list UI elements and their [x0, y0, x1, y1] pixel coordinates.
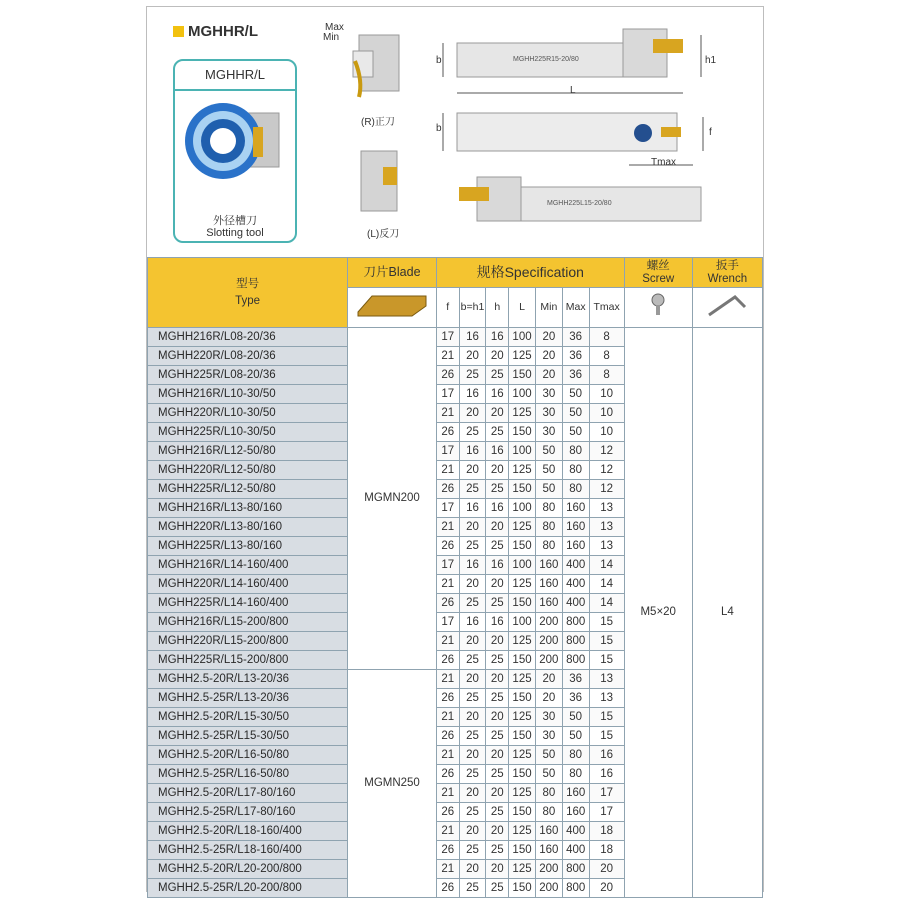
value-cell: 25: [459, 537, 486, 556]
value-cell: 21: [436, 518, 459, 537]
value-cell: 20: [459, 347, 486, 366]
value-cell: 26: [436, 879, 459, 898]
spec-header: 规格Specification: [436, 258, 624, 288]
value-cell: 13: [589, 499, 624, 518]
value-cell: 21: [436, 860, 459, 879]
right-tool-icon: [351, 31, 411, 101]
value-cell: 160: [562, 784, 589, 803]
value-cell: 100: [509, 328, 536, 347]
value-cell: 25: [459, 689, 486, 708]
dim-b-top: b: [436, 55, 442, 66]
value-cell: 25: [459, 423, 486, 442]
spec-table: [147, 257, 763, 898]
screw-icon: [648, 293, 668, 317]
holder-top-view: [433, 107, 733, 171]
type-cell: MGHH225R/L15-200/800: [148, 651, 348, 670]
value-cell: 20: [486, 575, 509, 594]
type-cell: MGHH2.5-25R/L20-200/800: [148, 879, 348, 898]
value-cell: 15: [589, 708, 624, 727]
value-cell: 18: [589, 822, 624, 841]
value-cell: 100: [509, 556, 536, 575]
value-cell: 17: [436, 385, 459, 404]
value-cell: 18: [589, 841, 624, 860]
type-cell: MGHH2.5-20R/L17-80/160: [148, 784, 348, 803]
wrench-icon: [705, 293, 749, 317]
value-cell: 26: [436, 366, 459, 385]
value-cell: 160: [535, 575, 562, 594]
value-cell: 20: [486, 461, 509, 480]
value-cell: 16: [589, 765, 624, 784]
value-cell: 150: [509, 841, 536, 860]
type-cell: MGHH2.5-20R/L16-50/80: [148, 746, 348, 765]
value-cell: 26: [436, 803, 459, 822]
value-cell: 125: [509, 670, 536, 689]
type-cell: MGHH225R/L12-50/80: [148, 480, 348, 499]
value-cell: 20: [535, 328, 562, 347]
value-cell: 25: [486, 651, 509, 670]
value-cell: 150: [509, 727, 536, 746]
type-cell: MGHH2.5-25R/L18-160/400: [148, 841, 348, 860]
type-cell: MGHH216R/L15-200/800: [148, 613, 348, 632]
spec-body: [148, 328, 763, 898]
value-cell: 30: [535, 727, 562, 746]
value-cell: 8: [589, 347, 624, 366]
value-cell: 150: [509, 594, 536, 613]
right-tool-label: (R)正刀: [361, 117, 395, 128]
value-cell: 20: [459, 746, 486, 765]
value-cell: 80: [562, 746, 589, 765]
dim-L: L: [570, 85, 576, 96]
value-cell: 200: [535, 632, 562, 651]
value-cell: 20: [486, 347, 509, 366]
value-cell: 160: [562, 803, 589, 822]
type-cell: MGHH225R/L10-30/50: [148, 423, 348, 442]
type-cell: MGHH216R/L14-160/400: [148, 556, 348, 575]
value-cell: 50: [562, 385, 589, 404]
wrench-image: [692, 288, 762, 328]
col-h: h: [486, 288, 509, 328]
value-cell: 150: [509, 366, 536, 385]
slotting-card-caption: [175, 215, 295, 239]
value-cell: 100: [509, 442, 536, 461]
value-cell: 12: [589, 442, 624, 461]
value-cell: 21: [436, 461, 459, 480]
dim-tmax: Tmax: [651, 157, 676, 168]
value-cell: 14: [589, 556, 624, 575]
value-cell: 20: [486, 784, 509, 803]
value-cell: 20: [459, 518, 486, 537]
value-cell: 25: [486, 480, 509, 499]
min-label: Min: [323, 32, 340, 43]
value-cell: 20: [459, 404, 486, 423]
value-cell: 200: [535, 651, 562, 670]
value-cell: 21: [436, 632, 459, 651]
value-cell: 20: [459, 670, 486, 689]
type-cell: MGHH220R/L08-20/36: [148, 347, 348, 366]
value-cell: 25: [459, 480, 486, 499]
value-cell: 17: [436, 556, 459, 575]
dim-b-mid: b: [436, 123, 442, 134]
value-cell: 50: [562, 708, 589, 727]
value-cell: 26: [436, 537, 459, 556]
value-cell: 25: [486, 594, 509, 613]
value-cell: 16: [486, 499, 509, 518]
value-cell: 100: [509, 385, 536, 404]
value-cell: 80: [562, 480, 589, 499]
value-cell: 200: [535, 860, 562, 879]
value-cell: 8: [589, 366, 624, 385]
value-cell: 13: [589, 689, 624, 708]
value-cell: 20: [486, 404, 509, 423]
value-cell: 20: [459, 860, 486, 879]
value-cell: 21: [436, 575, 459, 594]
value-cell: 200: [535, 879, 562, 898]
value-cell: 12: [589, 461, 624, 480]
value-cell: 20: [459, 784, 486, 803]
value-cell: 15: [589, 651, 624, 670]
value-cell: 26: [436, 423, 459, 442]
type-cell: MGHH2.5-25R/L17-80/160: [148, 803, 348, 822]
value-cell: 10: [589, 404, 624, 423]
value-cell: 50: [535, 442, 562, 461]
value-cell: 125: [509, 347, 536, 366]
holder-text-bottom: MGHH225L15-20/80: [547, 200, 612, 207]
col-min: Min: [535, 288, 562, 328]
dim-f: f: [709, 127, 712, 138]
value-cell: 25: [486, 537, 509, 556]
value-cell: 80: [562, 461, 589, 480]
value-cell: 400: [562, 841, 589, 860]
type-cell: MGHH216R/L10-30/50: [148, 385, 348, 404]
spec-sheet: [146, 6, 764, 892]
value-cell: 16: [486, 613, 509, 632]
value-cell: 25: [459, 651, 486, 670]
screw-header-cn: 螺丝: [646, 259, 670, 272]
value-cell: 20: [459, 575, 486, 594]
value-cell: 800: [562, 632, 589, 651]
type-cell: MGHH2.5-20R/L18-160/400: [148, 822, 348, 841]
value-cell: 21: [436, 746, 459, 765]
value-cell: 20: [486, 746, 509, 765]
value-cell: 16: [589, 746, 624, 765]
value-cell: 125: [509, 632, 536, 651]
type-header: [148, 258, 348, 328]
type-cell: MGHH225R/L14-160/400: [148, 594, 348, 613]
value-cell: 20: [486, 518, 509, 537]
value-cell: 26: [436, 480, 459, 499]
value-cell: 125: [509, 575, 536, 594]
value-cell: 26: [436, 841, 459, 860]
value-cell: 25: [486, 879, 509, 898]
blade-cell: MGMN200: [348, 328, 437, 670]
value-cell: 125: [509, 461, 536, 480]
value-cell: 125: [509, 860, 536, 879]
value-cell: 400: [562, 594, 589, 613]
value-cell: 21: [436, 708, 459, 727]
value-cell: 20: [535, 670, 562, 689]
value-cell: 100: [509, 499, 536, 518]
value-cell: 26: [436, 765, 459, 784]
value-cell: 20: [459, 708, 486, 727]
value-cell: 125: [509, 746, 536, 765]
value-cell: 30: [535, 423, 562, 442]
value-cell: 16: [459, 442, 486, 461]
value-cell: 16: [459, 556, 486, 575]
value-cell: 20: [459, 461, 486, 480]
left-tool-icon: [353, 147, 413, 217]
slotting-tool-card: [173, 59, 297, 243]
value-cell: 125: [509, 708, 536, 727]
col-f: f: [436, 288, 459, 328]
value-cell: 26: [436, 689, 459, 708]
value-cell: 400: [562, 575, 589, 594]
value-cell: 400: [562, 556, 589, 575]
value-cell: 400: [562, 822, 589, 841]
value-cell: 150: [509, 480, 536, 499]
type-cell: MGHH220R/L13-80/160: [148, 518, 348, 537]
type-cell: MGHH216R/L13-80/160: [148, 499, 348, 518]
type-cell: MGHH220R/L15-200/800: [148, 632, 348, 651]
value-cell: 160: [562, 537, 589, 556]
tool-diagram: [147, 7, 763, 257]
value-cell: 16: [459, 613, 486, 632]
value-cell: 26: [436, 594, 459, 613]
value-cell: 160: [535, 556, 562, 575]
value-cell: 20: [486, 632, 509, 651]
screw-header: [624, 258, 692, 288]
value-cell: 16: [459, 328, 486, 347]
title-marker-icon: [173, 26, 184, 37]
type-header-cn: 型号: [236, 277, 260, 290]
value-cell: 160: [562, 518, 589, 537]
wrench-header: [692, 258, 762, 288]
type-cell: MGHH220R/L12-50/80: [148, 461, 348, 480]
value-cell: 150: [509, 803, 536, 822]
value-cell: 20: [535, 366, 562, 385]
value-cell: 25: [459, 594, 486, 613]
value-cell: 12: [589, 480, 624, 499]
col-max: Max: [562, 288, 589, 328]
value-cell: 17: [436, 328, 459, 347]
type-header-en: Type: [235, 294, 261, 307]
value-cell: 80: [562, 765, 589, 784]
caption-en: Slotting tool: [206, 227, 264, 239]
value-cell: 17: [589, 784, 624, 803]
value-cell: 13: [589, 537, 624, 556]
value-cell: 21: [436, 670, 459, 689]
value-cell: 125: [509, 784, 536, 803]
blade-icon: [352, 290, 432, 320]
value-cell: 160: [562, 499, 589, 518]
value-cell: 26: [436, 727, 459, 746]
value-cell: 25: [459, 841, 486, 860]
value-cell: 20: [486, 860, 509, 879]
value-cell: 160: [535, 594, 562, 613]
type-cell: MGHH220R/L10-30/50: [148, 404, 348, 423]
value-cell: 25: [459, 366, 486, 385]
value-cell: 21: [436, 347, 459, 366]
value-cell: 150: [509, 765, 536, 784]
value-cell: 10: [589, 423, 624, 442]
type-cell: MGHH2.5-20R/L13-20/36: [148, 670, 348, 689]
blade-header: 刀片Blade: [348, 258, 437, 288]
value-cell: 20: [459, 822, 486, 841]
value-cell: 8: [589, 328, 624, 347]
sheet-title: [173, 23, 258, 40]
value-cell: 50: [562, 423, 589, 442]
value-cell: 16: [459, 499, 486, 518]
value-cell: 36: [562, 328, 589, 347]
value-cell: 50: [562, 404, 589, 423]
value-cell: 15: [589, 613, 624, 632]
left-tool-label: (L)反刀: [367, 229, 400, 240]
type-cell: MGHH2.5-25R/L16-50/80: [148, 765, 348, 784]
value-cell: 100: [509, 613, 536, 632]
value-cell: 16: [459, 385, 486, 404]
blade-image: [348, 288, 437, 328]
col-b-h1: b=h1: [459, 288, 486, 328]
value-cell: 36: [562, 670, 589, 689]
value-cell: 21: [436, 784, 459, 803]
value-cell: 150: [509, 423, 536, 442]
wrench-header-cn: 扳手: [715, 259, 739, 272]
value-cell: 25: [459, 727, 486, 746]
type-cell: MGHH216R/L08-20/36: [148, 328, 348, 347]
value-cell: 20: [486, 670, 509, 689]
screw-cell: M5×20: [624, 328, 692, 898]
slotting-card-title: MGHHR/L: [175, 61, 295, 91]
value-cell: 125: [509, 822, 536, 841]
type-cell: MGHH225R/L13-80/160: [148, 537, 348, 556]
value-cell: 25: [486, 841, 509, 860]
value-cell: 16: [486, 328, 509, 347]
value-cell: 16: [486, 385, 509, 404]
value-cell: 150: [509, 651, 536, 670]
value-cell: 150: [509, 879, 536, 898]
value-cell: 25: [486, 803, 509, 822]
value-cell: 20: [459, 632, 486, 651]
value-cell: 20: [589, 879, 624, 898]
value-cell: 50: [535, 746, 562, 765]
holder-left-view: [451, 173, 711, 243]
wrench-header-en: Wrench: [707, 272, 748, 285]
value-cell: 800: [562, 860, 589, 879]
value-cell: 160: [535, 841, 562, 860]
value-cell: 25: [486, 366, 509, 385]
value-cell: 20: [486, 708, 509, 727]
value-cell: 25: [486, 689, 509, 708]
value-cell: 800: [562, 879, 589, 898]
value-cell: 15: [589, 632, 624, 651]
value-cell: 14: [589, 594, 624, 613]
value-cell: 20: [589, 860, 624, 879]
screw-image: [624, 288, 692, 328]
type-cell: MGHH216R/L12-50/80: [148, 442, 348, 461]
sheet-title-text: MGHHR/L: [188, 23, 258, 40]
value-cell: 36: [562, 347, 589, 366]
value-cell: 80: [535, 803, 562, 822]
type-cell: MGHH2.5-25R/L13-20/36: [148, 689, 348, 708]
value-cell: 800: [562, 613, 589, 632]
table-row: [148, 328, 763, 347]
value-cell: 160: [535, 822, 562, 841]
value-cell: 17: [436, 613, 459, 632]
slotting-tool-icon: [175, 91, 295, 209]
caption-cn: 外径槽刀: [213, 215, 257, 227]
value-cell: 150: [509, 689, 536, 708]
value-cell: 25: [486, 765, 509, 784]
screw-header-en: Screw: [642, 272, 675, 285]
value-cell: 14: [589, 575, 624, 594]
value-cell: 200: [535, 613, 562, 632]
value-cell: 15: [589, 727, 624, 746]
type-cell: MGHH220R/L14-160/400: [148, 575, 348, 594]
value-cell: 30: [535, 404, 562, 423]
value-cell: 80: [535, 784, 562, 803]
value-cell: 150: [509, 537, 536, 556]
value-cell: 17: [589, 803, 624, 822]
value-cell: 20: [535, 689, 562, 708]
max-label: Max: [325, 22, 344, 33]
value-cell: 30: [535, 385, 562, 404]
value-cell: 25: [486, 423, 509, 442]
holder-side-view: [433, 17, 733, 107]
value-cell: 800: [562, 651, 589, 670]
value-cell: 25: [459, 803, 486, 822]
value-cell: 13: [589, 518, 624, 537]
value-cell: 80: [535, 537, 562, 556]
type-cell: MGHH2.5-20R/L20-200/800: [148, 860, 348, 879]
value-cell: 30: [535, 708, 562, 727]
value-cell: 26: [436, 651, 459, 670]
value-cell: 25: [486, 727, 509, 746]
value-cell: 21: [436, 822, 459, 841]
col-tmax: Tmax: [589, 288, 624, 328]
value-cell: 80: [535, 518, 562, 537]
value-cell: 21: [436, 404, 459, 423]
dim-h1: h1: [705, 55, 717, 66]
value-cell: 80: [562, 442, 589, 461]
wrench-cell: L4: [692, 328, 762, 898]
value-cell: 25: [459, 879, 486, 898]
value-cell: 36: [562, 366, 589, 385]
value-cell: 17: [436, 442, 459, 461]
value-cell: 25: [459, 765, 486, 784]
value-cell: 20: [535, 347, 562, 366]
value-cell: 50: [535, 765, 562, 784]
value-cell: 17: [436, 499, 459, 518]
value-cell: 20: [486, 822, 509, 841]
value-cell: 125: [509, 518, 536, 537]
type-cell: MGHH225R/L08-20/36: [148, 366, 348, 385]
blade-cell: MGMN250: [348, 670, 437, 898]
value-cell: 125: [509, 404, 536, 423]
value-cell: 13: [589, 670, 624, 689]
type-cell: MGHH2.5-25R/L15-30/50: [148, 727, 348, 746]
value-cell: 50: [535, 480, 562, 499]
type-cell: MGHH2.5-20R/L15-30/50: [148, 708, 348, 727]
value-cell: 16: [486, 556, 509, 575]
holder-text-top: MGHH225R15-20/80: [513, 56, 579, 63]
value-cell: 16: [486, 442, 509, 461]
col-L: L: [509, 288, 536, 328]
value-cell: 50: [562, 727, 589, 746]
value-cell: 36: [562, 689, 589, 708]
value-cell: 50: [535, 461, 562, 480]
value-cell: 80: [535, 499, 562, 518]
value-cell: 10: [589, 385, 624, 404]
